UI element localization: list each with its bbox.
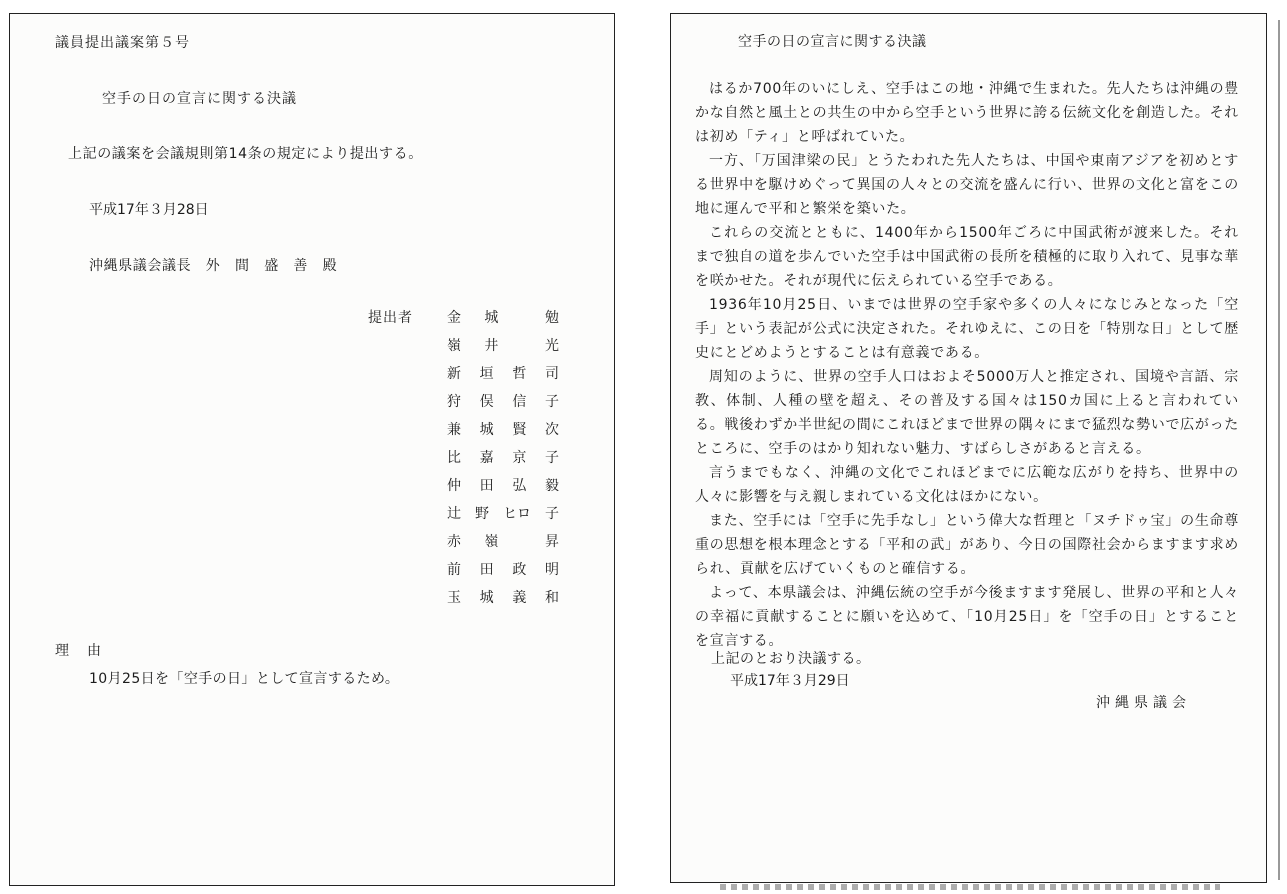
submitter-name-part: 井	[484, 338, 499, 354]
submission-statement: 上記の議案を会議規則第14条の規定により提出する。	[68, 146, 423, 162]
submitter-name-part: 子	[544, 394, 559, 410]
submitter-name	[447, 364, 559, 392]
scan-edge-mark	[1278, 20, 1280, 880]
resolution-paragraph: これらの交流とともに、1400年から1500年ごろに中国武術が渡来した。それまで独自の道を歩んでいた空手は中国武術の長所を積極的に取り入れて、見事な華を咲かせた。それが現代に伝えられている空手である。	[695, 225, 1239, 289]
submitter-label: 提出者	[368, 310, 413, 326]
bill-number: 議員提出議案第５号	[55, 35, 190, 51]
reason-text: 10月25日を「空手の日」として宣言するため。	[89, 671, 400, 687]
resolution-paragraph: 1936年10月25日、いまでは世界の空手家や多くの人々になじみとなった「空手」という表記が公式に決定された。それゆえに、この日を「特別な日」として歴史にとどめようとすることは有意義である。	[695, 297, 1239, 361]
submitter-name-part: 子	[544, 450, 559, 466]
submitter-name-part: 勉	[544, 310, 559, 326]
resolution-paragraph: 周知のように、世界の空手人口はおよそ5000万人と推定され、国境や言語、宗教、体制、人種の壁を超え、その普及する国々は150カ国に上ると言われている。戦後わずか半世紀の間にこれほどまで世界の隅々にまで猛烈な勢いで広がったところに、空手のはかり知れない魅力、すばらしさがあると言える。	[695, 369, 1239, 457]
submitter-name-part: 狩	[447, 394, 461, 410]
submitter-name-part: 俣	[479, 394, 494, 410]
submitter-name-part: 弘	[512, 478, 527, 494]
addressee: 沖縄県議会議長 外 間 盛 善 殿	[89, 258, 338, 274]
submitter-name-part: 比	[447, 450, 461, 466]
submitter-name-part: 城	[484, 310, 499, 326]
submitter-name-part: 玉	[447, 590, 461, 606]
submitter-name	[447, 308, 559, 336]
submitter-name-part: 信	[512, 394, 527, 410]
submitter-name-part: 野	[475, 506, 489, 522]
resolution-paragraph: よって、本県議会は、沖縄伝統の空手が今後ますます発展し、世界の平和と人々の幸福に貢献することに願いを込めて、「10月25日」を「空手の日」とすることを宣言する。	[695, 585, 1239, 649]
submitter-name-part: 嶺	[447, 338, 461, 354]
submitter-name-part: 次	[544, 422, 559, 438]
submitter-name-part: 義	[512, 590, 527, 606]
submitter-name-part: 政	[512, 562, 527, 578]
submitter-name-part: 和	[544, 590, 559, 606]
bill-title: 空手の日の宣言に関する決議	[102, 91, 297, 107]
submitter-name-part: 仲	[447, 478, 461, 494]
right-page	[670, 13, 1267, 883]
submitter-name-part: 嘉	[479, 450, 494, 466]
submitter-name-part: 光	[544, 338, 559, 354]
resolution-paragraph: 言うまでもなく、沖縄の文化でこれほどまでに広範な広がりを持ち、世界中の人々に影響を与え親しまれている文化はほかにない。	[695, 465, 1239, 505]
submitter-name-part: 田	[479, 562, 494, 578]
submitter-name-part: 垣	[479, 366, 494, 382]
submitter-name-part: 前	[447, 562, 461, 578]
submitter-name-part: 兼	[447, 422, 461, 438]
reason-label: 理 由	[55, 643, 103, 659]
resolution-paragraph: 一方、「万国津梁の民」とうたわれた先人たちは、中国や東南アジアを初めとする世界中を駆けめぐって異国の人々との交流を盛んに行い、世界の文化と富をこの地に運んで平和と繁栄を築いた。	[695, 153, 1239, 217]
submitter-name	[447, 560, 559, 588]
submitter-name	[447, 588, 559, 616]
resolution-title: 空手の日の宣言に関する決議	[738, 34, 927, 50]
submitter-name-part: 新	[447, 366, 461, 382]
submitter-name-part: 田	[479, 478, 494, 494]
submitter-name-part: 明	[544, 562, 559, 578]
resolution-paragraph: また、空手には「空手に先手なし」という偉大な哲理と「ヌチドゥ宝」の生命尊重の思想を根本理念とする「平和の武」があり、今日の国際社会からますます求められ、貢献を広げていくものと確信する。	[695, 513, 1239, 577]
closing-statement: 上記のとおり決議する。	[711, 651, 871, 667]
submitter-name-part: 城	[479, 422, 494, 438]
submitter-name	[447, 448, 559, 476]
submitter-name-part: 金	[447, 310, 461, 326]
submitter-name-part: 辻	[447, 506, 461, 522]
submitter-name-part: 赤	[447, 534, 461, 550]
submitter-name-part: 昇	[544, 534, 559, 550]
left-page	[9, 13, 615, 886]
resolution-date: 平成17年３月29日	[730, 673, 850, 689]
submitter-list	[447, 308, 559, 616]
resolution-body	[695, 77, 1239, 653]
submitter-name-part: ヒロ	[503, 506, 531, 522]
submitter-name-part: 哲	[512, 366, 527, 382]
submitter-name	[447, 392, 559, 420]
submitter-name	[447, 504, 559, 532]
submitter-name-part: 城	[479, 590, 494, 606]
bleed-through-text	[720, 884, 1220, 890]
submitter-name-part: 賢	[512, 422, 527, 438]
submitter-name-part: 司	[544, 366, 559, 382]
submitter-name	[447, 532, 559, 560]
submitter-name-part: 京	[512, 450, 527, 466]
submitter-name	[447, 476, 559, 504]
submitter-name	[447, 420, 559, 448]
submitter-name-part: 子	[545, 506, 559, 522]
submitter-name-part: 毅	[544, 478, 559, 494]
submitter-name-part: 嶺	[484, 534, 499, 550]
submission-date: 平成17年３月28日	[89, 202, 209, 218]
resolution-paragraph: はるか700年のいにしえ、空手はこの地・沖縄で生まれた。先人たちは沖縄の豊かな自然と風土との共生の中から空手という世界に誇る伝統文化を創造した。それは初め「ティ」と呼ばれていた。	[695, 81, 1239, 145]
submitter-name	[447, 336, 559, 364]
assembly-name: 沖縄県議会	[1096, 695, 1191, 711]
